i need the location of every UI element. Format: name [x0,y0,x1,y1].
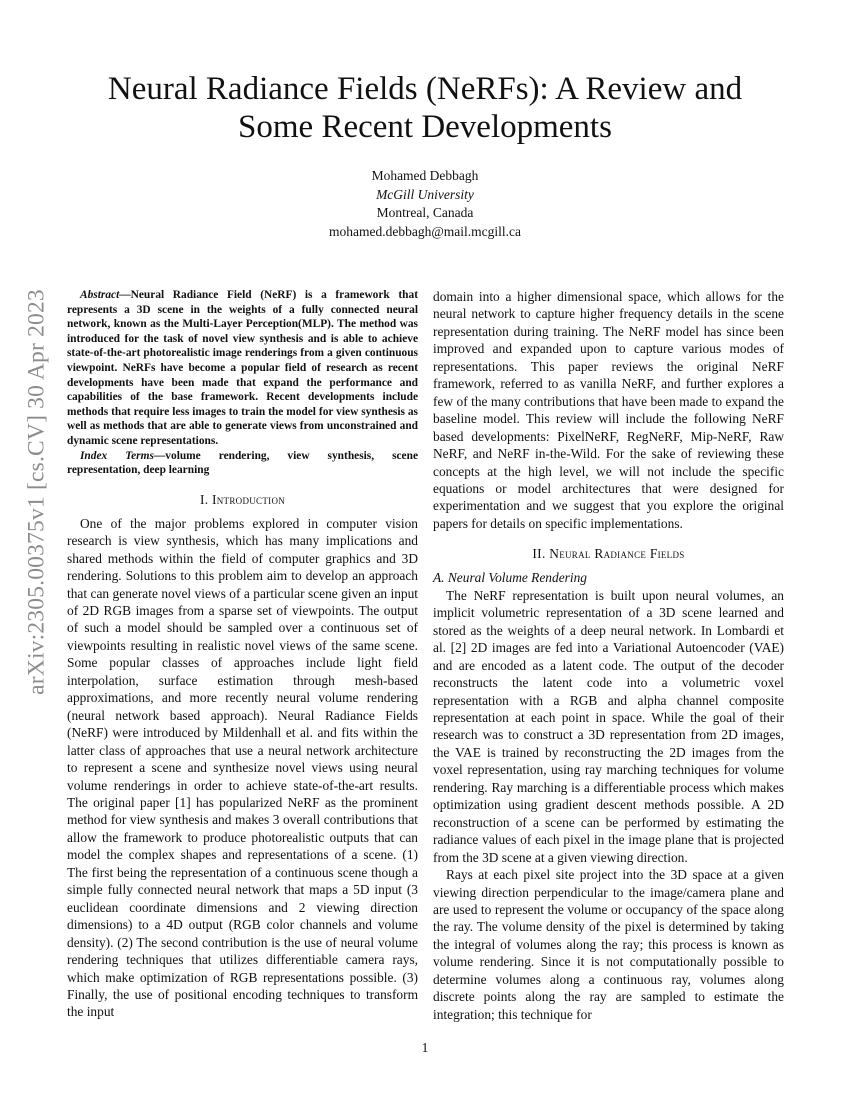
author-affiliation: McGill University [376,186,474,202]
author-name: Mohamed Debbagh [371,168,479,183]
paper-title [60,70,790,146]
abstract-lead: Abstract [80,289,120,301]
abstract-text: —Neural Radiance Field (NeRF) is a framework that represents a 3D scene in the weights of a fully connected neural network, known as the Multi-Layer Perception(MLP). The method was introduced for the task of novel view synthesis and is able to achieve state-of-the-art photorealistic image renderings from a given continuous viewpoint. NeRFs have become a popular field of research as recent developments have been made that expand the performance and capabilities of the base framework. Recent developments include methods that require less images to train the model for view synthesis as well as methods that are able to generate views from unconstrained and dynamic scene representations. [67,289,418,447]
page-number: 1 [421,1040,429,1055]
introduction-paragraph: One of the major problems explored in computer vision research is view synthesis, which has many implications and shared methods within the field of computer graphics and 3D rendering. Solutions to this problem aim to develop an approach that can generate novel views of a particular scene given an input of 2D RGB images from a sparse set of viewpoints. The output of such a model should be sampled over a continuous set of viewpoints resulting in realistic novel views of the same scene. Some popular classes of approaches include light field interpolation, surface estimation through mesh-based approximations, and more recently neural volume rendering (neural network based approach). Neural Radiance Fields (NeRF) were introduced by Mildenhall et al. and fits within the latter class of approaches that use a neural network architecture to represent a scene and synthesize novel views using neural volume renderings in order to achieve state-of-the-art results. The original paper [1] has popularized NeRF as the prominent method for view synthesis and makes 3 overall contributions that allow the framework to produce photorealistic outputs that can model the complex shapes and representations of a scene. (1) The first being the representation of a continuous scene though a simple fully connected neural network that maps a 5D input (3 euclidean coordinate dimensions and 2 viewing direction dimensions) to a 4D output (RGB color channels and volume density). (2) The second contribution is the use of neural volume rendering techniques that utilizes differentiable camera rays, which make optimization of RGB representations possible. (3) Finally, the use of positional encoding techniques to transform the input [67,515,418,1020]
author-location: Montreal, Canada [376,205,474,220]
index-terms-text: —volume rendering, view synthesis, scene representation, deep learning [67,449,419,477]
right-column [433,288,784,1023]
section-heading-introduction: I. Introduction [199,491,286,507]
subsection-heading-neural-volume-rendering: A. Neural Volume Rendering [433,570,587,586]
author-email: mohamed.debbagh@mail.mcgill.ca [329,223,521,239]
neural-volume-paragraph-2: Rays at each pixel site project into the 3D space at a given viewing direction perpendicular to the image/camera plane and are used to represent the volume or occupancy of the space along the ray. The volume density of the pixel is determined by taking the integral of volumes along the ray; this process is known as volume rendering. Since it is not computationally possible to determine volumes along a continuous ray, volumes along discrete points along the ray are sampled to estimate the integration; this technique for [433,867,784,1022]
paper-title-line-2: Some Recent Developments [238,109,612,145]
arxiv-identifier [17,289,57,695]
index-terms [67,449,418,478]
author-block [200,167,650,241]
abstract [67,288,418,449]
neural-volume-paragraph-1: The NeRF representation is built upon neural volumes, an implicit volumetric representation of a 3D scene learned and stored as the weights of a deep neural network. In Lombardi et al. [2] 2D images are fed into a Variational Autoencoder (VAE) and are encoded as a latent code. The output of the decoder reconstructs the latent code into a volumetric voxel representation with a RGB and alpha channel composite representation at each point in space. While the goal of their research was to construct a 3D representation from 2D images, the VAE is trained by reconstructing the 2D images from the voxel representation, using ray marching techniques for volume rendering. Ray marching is a differentiable process which makes optimization using gradient descent methods possible. A 2D reconstruction of a scene can be performed by estimating the radiance values of each pixel in the image plane that is projected from the 3D scene at a given viewing direction. [433,587,784,865]
paper-title-line-1: Neural Radiance Fields (NeRFs): A Review and [107,71,743,107]
arxiv-identifier-text: arXiv:2305.00375v1 [cs.CV] 30 Apr 2023 [23,289,50,695]
introduction-paragraph-continued: domain into a higher dimensional space, which allows for the neural network to capture higher frequency details in the scene representation during training. The NeRF model has since been improved and expanded upon to capture various modes of representations. This paper reviews the original NeRF framework, referred to as vanilla NeRF, and further explores a few of the many contributions that have been made to expand the baseline model. This review will include the following NeRF based developments: PixelNeRF, RegNeRF, Mip-NeRF, Raw NeRF, and NeRF in-the-Wild. For the sake of reviewing these concepts at the high level, we will not include the specific equations or model architectures that were designed for experimentation and we suggest that you explore the original papers for details on specific implementations. [433,289,784,531]
index-terms-lead: Index Terms [80,449,154,462]
left-column [67,288,418,1021]
section-heading-nerf: II. Neural Radiance Fields [532,546,685,562]
